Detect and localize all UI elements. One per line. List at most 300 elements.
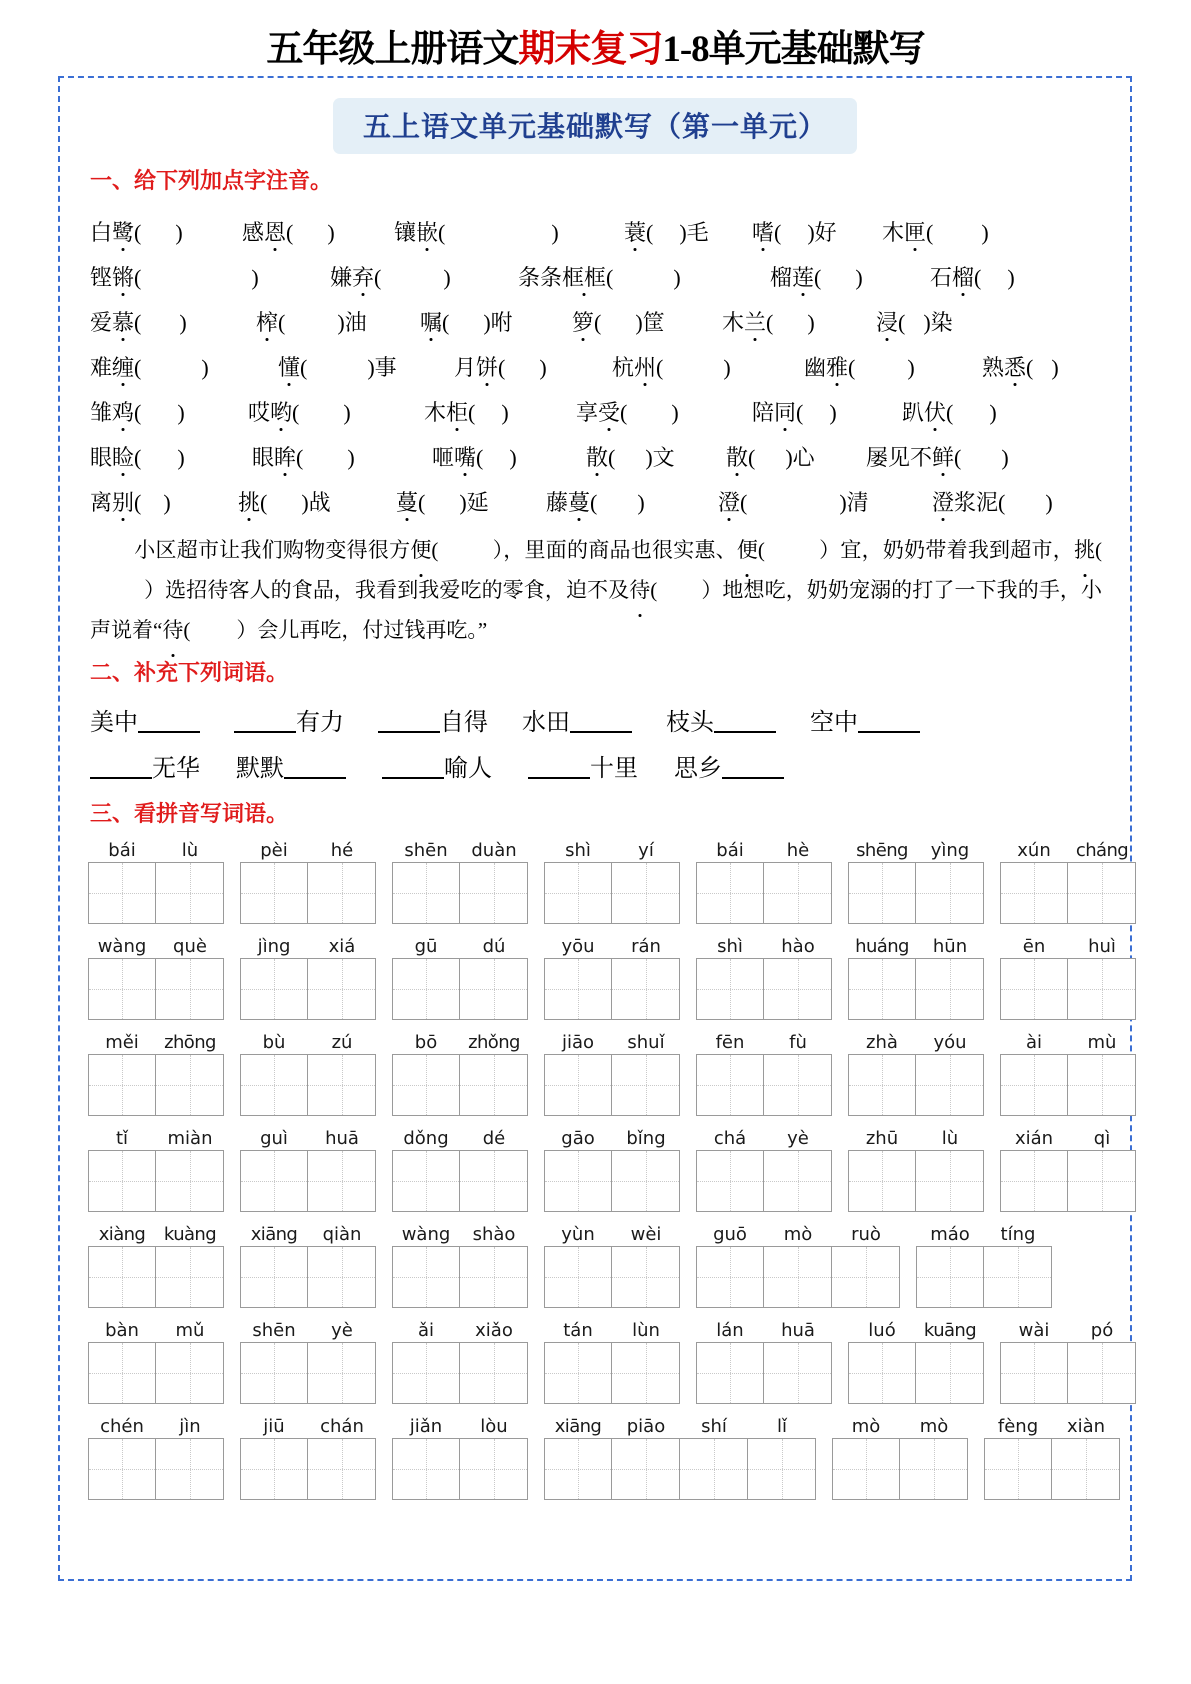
para-text-6: ）会儿再吃，付过钱再吃。” — [236, 618, 488, 642]
character-box[interactable] — [916, 1150, 984, 1212]
character-box[interactable] — [612, 1438, 680, 1500]
character-box-group — [696, 1150, 832, 1212]
pinyin-syllable: dé — [482, 1128, 506, 1149]
pinyin-syllable: wàng — [401, 1224, 451, 1245]
pinyin-syllable: yùn — [561, 1224, 595, 1245]
zhuyin-open-paren: ( — [620, 400, 628, 425]
zhuyin-open-paren: 浆泥( — [954, 490, 1006, 515]
zhuyin-item — [238, 492, 396, 514]
pinyin-syllable: ài — [1025, 1032, 1043, 1053]
character-box[interactable] — [240, 1246, 308, 1308]
character-box-group — [240, 958, 376, 1020]
word-prefix: 默默 — [236, 756, 284, 782]
zhuyin-prefix: 享 — [576, 400, 599, 425]
pinyin-row — [88, 928, 1116, 958]
zhuyin-open-paren: ( — [468, 400, 476, 425]
zhuyin-open-paren: ( — [292, 400, 300, 425]
character-box[interactable] — [612, 1054, 680, 1116]
character-box[interactable] — [240, 1054, 308, 1116]
zhuyin-close-paren: ) — [177, 445, 185, 470]
zhuyin-row — [90, 469, 1112, 514]
character-box[interactable] — [460, 1246, 528, 1308]
character-box[interactable] — [308, 1246, 376, 1308]
character-box[interactable] — [544, 1438, 612, 1500]
character-box[interactable] — [764, 1246, 832, 1308]
zhuyin-open-paren: ( — [442, 310, 450, 335]
character-box-group — [1000, 1342, 1136, 1404]
character-box[interactable] — [1000, 1342, 1068, 1404]
character-box-group — [848, 1342, 984, 1404]
character-box[interactable] — [544, 1054, 612, 1116]
pinyin-syllable: mò — [851, 1416, 881, 1437]
zhuyin-suffix: 好 — [814, 220, 837, 245]
character-box-group — [544, 1342, 680, 1404]
zhuyin-row — [90, 289, 1112, 334]
section-two-heading: 二、补充下列词语。 — [90, 661, 289, 686]
character-box[interactable] — [612, 862, 680, 924]
character-box[interactable] — [984, 1246, 1052, 1308]
zhuyin-suffix: 心 — [792, 445, 815, 470]
pinyin-syllable: huáng — [855, 936, 909, 957]
zhuyin-item — [90, 357, 278, 379]
character-box[interactable] — [696, 958, 764, 1020]
pinyin-syllable: zhà — [866, 1032, 898, 1053]
zhuyin-item — [90, 447, 252, 469]
pinyin-syllable: chén — [100, 1416, 144, 1437]
zhuyin-item — [242, 222, 394, 244]
character-box-group — [848, 1054, 984, 1116]
pinyin-group — [392, 1320, 528, 1342]
character-box[interactable] — [460, 1054, 528, 1116]
pinyin-syllable: pó — [1090, 1320, 1114, 1341]
pinyin-syllable: ǎi — [417, 1320, 435, 1341]
zhuyin-item — [882, 222, 1022, 244]
zhuyin-open-paren: ( — [134, 310, 142, 335]
pinyin-syllable: xiá — [328, 936, 356, 957]
character-box[interactable] — [696, 862, 764, 924]
zhuyin-prefix: 铿 — [90, 265, 113, 290]
zhuyin-close-paren: ) — [785, 445, 793, 470]
zhuyin-open-paren: ( — [498, 355, 506, 380]
pinyin-syllable: huā — [781, 1320, 815, 1341]
word-completion-item — [674, 748, 784, 783]
zhuyin-close-paren: ) — [829, 400, 837, 425]
character-box[interactable] — [308, 1054, 376, 1116]
character-box[interactable] — [308, 1342, 376, 1404]
character-box[interactable] — [88, 1054, 156, 1116]
character-box[interactable] — [88, 958, 156, 1020]
zhuyin-close-paren: ) — [163, 490, 171, 515]
pinyin-group — [392, 1128, 528, 1150]
character-box[interactable] — [156, 958, 224, 1020]
zhuyin-close-paren: ) — [673, 265, 681, 290]
character-box[interactable] — [308, 1150, 376, 1212]
zhuyin-dotted-char: 同 — [774, 400, 797, 425]
character-box[interactable] — [156, 1342, 224, 1404]
zhuyin-close-paren: ) — [807, 310, 815, 335]
zhuyin-close-paren: ) — [671, 400, 679, 425]
character-box[interactable] — [848, 1342, 916, 1404]
zhuyin-open-paren: ( — [656, 355, 664, 380]
zhuyin-open-paren: ( — [286, 220, 294, 245]
zhuyin-prefix: 哎 — [248, 400, 271, 425]
pinyin-group — [240, 840, 376, 862]
zhuyin-prefix: 幽 — [804, 355, 827, 380]
zhuyin-open-paren: ( — [134, 490, 142, 515]
character-box[interactable] — [916, 1246, 984, 1308]
character-box[interactable] — [848, 1054, 916, 1116]
character-box-group — [696, 862, 832, 924]
pinyin-group — [88, 1224, 224, 1246]
zhuyin-dotted-char: 浸 — [876, 310, 899, 335]
character-box[interactable] — [544, 1246, 612, 1308]
pinyin-group — [544, 1128, 680, 1150]
character-box[interactable] — [392, 1246, 460, 1308]
character-box[interactable] — [696, 1054, 764, 1116]
character-box[interactable] — [984, 1438, 1052, 1500]
pinyin-group — [544, 1032, 680, 1054]
character-box[interactable] — [392, 1150, 460, 1212]
zhuyin-open-paren: ( — [646, 220, 654, 245]
zhuyin-item — [546, 492, 718, 514]
word-blank[interactable] — [90, 755, 152, 779]
pinyin-group — [544, 936, 680, 958]
character-box[interactable] — [764, 1054, 832, 1116]
zhuyin-dotted-char: 蔓 — [396, 490, 419, 515]
zhuyin-open-paren: ( — [946, 400, 954, 425]
zhuyin-prefix: 木 — [722, 310, 745, 335]
pinyin-group — [88, 1128, 224, 1150]
pinyin-syllable: jiāo — [561, 1032, 595, 1053]
zhuyin-open-paren: ( — [418, 490, 426, 515]
zhuyin-open-paren: ( — [740, 490, 748, 515]
zhuyin-open-paren: ( — [134, 445, 142, 470]
character-box-row — [88, 1150, 1112, 1216]
pinyin-group — [240, 936, 376, 958]
zhuyin-close-paren: ) — [367, 355, 375, 380]
character-box-group — [392, 1342, 528, 1404]
character-box[interactable] — [392, 1438, 460, 1500]
zhuyin-open-paren: ( — [848, 355, 856, 380]
character-box[interactable] — [392, 1054, 460, 1116]
character-box[interactable] — [88, 1438, 156, 1500]
word-blank[interactable] — [138, 709, 200, 733]
character-box[interactable] — [156, 1438, 224, 1500]
pinyin-syllable: guì — [260, 1128, 288, 1149]
pinyin-syllable: gāo — [561, 1128, 595, 1149]
zhuyin-open-paren: ( — [608, 445, 616, 470]
pinyin-syllable: piāo — [626, 1416, 666, 1437]
character-box-group — [88, 1342, 224, 1404]
word-completion-item — [234, 702, 344, 737]
zhuyin-dotted-char: 鹭 — [112, 220, 135, 245]
para-dot-3: 挑 — [1074, 530, 1095, 570]
character-box[interactable] — [680, 1438, 748, 1500]
pinyin-syllable: xiǎo — [475, 1320, 513, 1341]
zhuyin-open-paren: ( — [606, 265, 614, 290]
character-box[interactable] — [240, 1150, 308, 1212]
character-box[interactable] — [460, 1342, 528, 1404]
zhuyin-open-paren: ( — [134, 355, 142, 380]
character-box[interactable] — [764, 862, 832, 924]
character-box[interactable] — [764, 1342, 832, 1404]
page-title-part3: 单元基础默写 — [708, 27, 925, 70]
zhuyin-close-paren: ) — [723, 355, 731, 380]
character-box[interactable] — [900, 1438, 968, 1500]
word-completion-item — [666, 702, 776, 737]
character-box[interactable] — [1000, 958, 1068, 1020]
pinyin-syllable: lù — [181, 840, 199, 861]
pinyin-syllable: shēng — [856, 840, 908, 861]
pinyin-group — [392, 1224, 528, 1246]
character-box[interactable] — [460, 1150, 528, 1212]
character-box[interactable] — [544, 862, 612, 924]
zhuyin-dotted-char: 眸 — [274, 445, 297, 470]
word-prefix: 思乡 — [674, 756, 722, 782]
zhuyin-dotted-char: 莲 — [792, 265, 815, 290]
character-box[interactable] — [392, 1342, 460, 1404]
zhuyin-item — [252, 447, 432, 469]
character-box[interactable] — [848, 862, 916, 924]
pinyin-group — [696, 840, 832, 862]
word-blank[interactable] — [378, 709, 440, 733]
word-completion-item — [90, 702, 200, 737]
character-box[interactable] — [696, 1246, 764, 1308]
zhuyin-item — [278, 357, 454, 379]
word-blank[interactable] — [284, 755, 346, 779]
zhuyin-close-paren: ) — [443, 265, 451, 290]
character-box[interactable] — [156, 862, 224, 924]
zhuyin-prefix: 木 — [882, 220, 905, 245]
zhuyin-item — [90, 402, 248, 424]
character-box[interactable] — [460, 1438, 528, 1500]
pinyin-group — [696, 936, 832, 958]
pinyin-group — [848, 1128, 984, 1150]
character-box[interactable] — [544, 958, 612, 1020]
character-box[interactable] — [696, 1150, 764, 1212]
worksheet-frame — [58, 76, 1132, 1581]
pinyin-syllable: wàng — [97, 936, 147, 957]
character-box[interactable] — [1000, 1054, 1068, 1116]
pinyin-group — [696, 1320, 832, 1342]
character-box[interactable] — [1068, 958, 1136, 1020]
pinyin-syllable: zhōng — [164, 1032, 216, 1053]
word-completion-item — [236, 748, 346, 783]
character-box-row — [88, 1054, 1112, 1120]
pinyin-syllable: ruò — [851, 1224, 881, 1245]
character-box[interactable] — [832, 1438, 900, 1500]
character-box-row — [88, 862, 1112, 928]
character-box[interactable] — [240, 958, 308, 1020]
pinyin-syllable: tíng — [1000, 1224, 1036, 1245]
character-box-row — [88, 1438, 1112, 1504]
character-box-group — [1000, 1054, 1136, 1116]
pinyin-syllable: tǐ — [115, 1128, 129, 1149]
character-box-group — [1000, 1150, 1136, 1212]
pinyin-syllable: chá — [713, 1128, 747, 1149]
character-box[interactable] — [240, 862, 308, 924]
character-box[interactable] — [240, 1438, 308, 1500]
zhuyin-item — [394, 222, 624, 244]
character-box[interactable] — [308, 1438, 376, 1500]
character-box[interactable] — [1000, 1150, 1068, 1212]
pinyin-group — [240, 1416, 376, 1438]
character-box[interactable] — [156, 1054, 224, 1116]
character-box[interactable] — [916, 862, 984, 924]
character-box[interactable] — [764, 1150, 832, 1212]
character-box-group — [392, 1054, 528, 1116]
pinyin-group — [88, 1320, 224, 1342]
character-box[interactable] — [156, 1246, 224, 1308]
character-box[interactable] — [916, 1342, 984, 1404]
character-box[interactable] — [88, 1246, 156, 1308]
character-box[interactable] — [156, 1150, 224, 1212]
pinyin-syllable: shì — [717, 936, 743, 957]
pinyin-group — [1000, 840, 1136, 862]
character-box[interactable] — [848, 958, 916, 1020]
zhuyin-close-paren: ) — [839, 490, 847, 515]
para-text-3: ）宜，奶奶带着我到超市， — [818, 538, 1075, 562]
pinyin-syllable: bàn — [105, 1320, 139, 1341]
zhuyin-prefix: 咂 — [432, 445, 455, 470]
zhuyin-open-paren: ( — [1026, 355, 1034, 380]
word-blank[interactable] — [570, 709, 632, 733]
pinyin-row — [88, 1408, 1112, 1438]
pinyin-syllable: què — [173, 936, 207, 957]
zhuyin-dotted-char: 州 — [634, 355, 657, 380]
word-blank[interactable] — [714, 709, 776, 733]
section-one-body — [78, 199, 1112, 514]
zhuyin-dotted-char: 弃 — [352, 265, 375, 290]
character-box[interactable] — [916, 1054, 984, 1116]
word-completion-item — [528, 748, 638, 783]
character-box[interactable] — [612, 958, 680, 1020]
zhuyin-item — [752, 222, 882, 244]
zhuyin-open-paren: ( — [134, 265, 142, 290]
zhuyin-close-paren: ) — [645, 445, 653, 470]
pinyin-row — [88, 1216, 1112, 1246]
zhuyin-item — [424, 402, 576, 424]
zhuyin-suffix: 筐 — [642, 310, 665, 335]
para-text-5: ）地想吃，奶奶宠溺的打了一下我的手，小声说着“ — [90, 578, 1103, 642]
zhuyin-prefix: 眼 — [90, 445, 113, 470]
word-blank[interactable] — [722, 755, 784, 779]
zhuyin-item — [932, 492, 1092, 514]
character-box[interactable] — [460, 958, 528, 1020]
zhuyin-dotted-char: 蓑 — [624, 220, 647, 245]
character-box[interactable] — [612, 1246, 680, 1308]
character-box[interactable] — [392, 862, 460, 924]
character-box-group — [240, 1054, 376, 1116]
pinyin-syllable: miàn — [167, 1128, 213, 1149]
character-box[interactable] — [1068, 1342, 1136, 1404]
character-box[interactable] — [1000, 862, 1068, 924]
word-completion-item — [378, 702, 488, 737]
zhuyin-dotted-char: 散 — [726, 445, 749, 470]
character-box[interactable] — [612, 1150, 680, 1212]
pinyin-syllable: huì — [1088, 936, 1116, 957]
zhuyin-suffix: 延 — [466, 490, 489, 515]
character-box[interactable] — [88, 862, 156, 924]
character-box[interactable] — [1052, 1438, 1120, 1500]
word-blank[interactable] — [234, 709, 296, 733]
pinyin-syllable: fèng — [997, 1416, 1039, 1437]
zhuyin-prefix: 藤 — [546, 490, 569, 515]
zhuyin-open-paren: ( — [898, 310, 906, 335]
character-box[interactable] — [544, 1150, 612, 1212]
zhuyin-open-paren: ( — [748, 445, 756, 470]
pinyin-row — [88, 1120, 1112, 1150]
unit-banner-wrap — [78, 98, 1112, 154]
character-box[interactable] — [308, 958, 376, 1020]
zhuyin-prefix: 白 — [90, 220, 113, 245]
word-completion-item — [90, 748, 200, 783]
character-box[interactable] — [832, 1246, 900, 1308]
character-box[interactable] — [240, 1342, 308, 1404]
character-box[interactable] — [88, 1150, 156, 1212]
zhuyin-dotted-char: 睑 — [112, 445, 135, 470]
character-box[interactable] — [916, 958, 984, 1020]
zhuyin-suffix: 染 — [930, 310, 953, 335]
character-box[interactable] — [88, 1342, 156, 1404]
zhuyin-item — [572, 312, 722, 334]
pinyin-syllable: yōu — [561, 936, 595, 957]
pinyin-syllable: shēn — [404, 840, 448, 861]
character-box-group — [544, 958, 680, 1020]
zhuyin-prefix: 月 — [454, 355, 477, 380]
zhuyin-close-paren: ) — [337, 310, 345, 335]
zhuyin-close-paren: ) — [327, 220, 335, 245]
zhuyin-row — [90, 199, 1112, 244]
character-box[interactable] — [748, 1438, 816, 1500]
zhuyin-close-paren: ) — [551, 220, 559, 245]
character-box[interactable] — [764, 958, 832, 1020]
pinyin-group — [544, 840, 680, 862]
character-box[interactable] — [696, 1342, 764, 1404]
pinyin-syllable: mò — [783, 1224, 813, 1245]
zhuyin-item — [518, 267, 770, 289]
zhuyin-item — [722, 312, 876, 334]
character-box[interactable] — [1068, 862, 1136, 924]
zhuyin-item — [866, 447, 1066, 469]
unit-banner: 五上语文单元基础默写（第一单元） — [333, 98, 857, 154]
zhuyin-suffix: 战 — [308, 490, 331, 515]
word-blank[interactable] — [858, 709, 920, 733]
zhuyin-item — [982, 357, 1094, 379]
character-box[interactable] — [848, 1150, 916, 1212]
character-box[interactable] — [544, 1342, 612, 1404]
character-box[interactable] — [1068, 1150, 1136, 1212]
word-blank[interactable] — [528, 755, 590, 779]
character-box[interactable] — [392, 958, 460, 1020]
word-blank[interactable] — [382, 755, 444, 779]
zhuyin-close-paren: ) — [855, 265, 863, 290]
character-box[interactable] — [1068, 1054, 1136, 1116]
zhuyin-dotted-char: 受 — [598, 400, 621, 425]
word-suffix: 无华 — [152, 756, 200, 782]
character-box[interactable] — [460, 862, 528, 924]
pinyin-syllable: xiāng — [250, 1224, 298, 1245]
character-box[interactable] — [612, 1342, 680, 1404]
pinyin-group — [832, 1416, 968, 1438]
zhuyin-item — [612, 357, 804, 379]
zhuyin-prefix: 雏 — [90, 400, 113, 425]
zhuyin-row — [90, 424, 1112, 469]
pinyin-group — [916, 1224, 1052, 1246]
page-title — [0, 0, 1191, 78]
pinyin-group — [1000, 936, 1136, 958]
character-box[interactable] — [308, 862, 376, 924]
